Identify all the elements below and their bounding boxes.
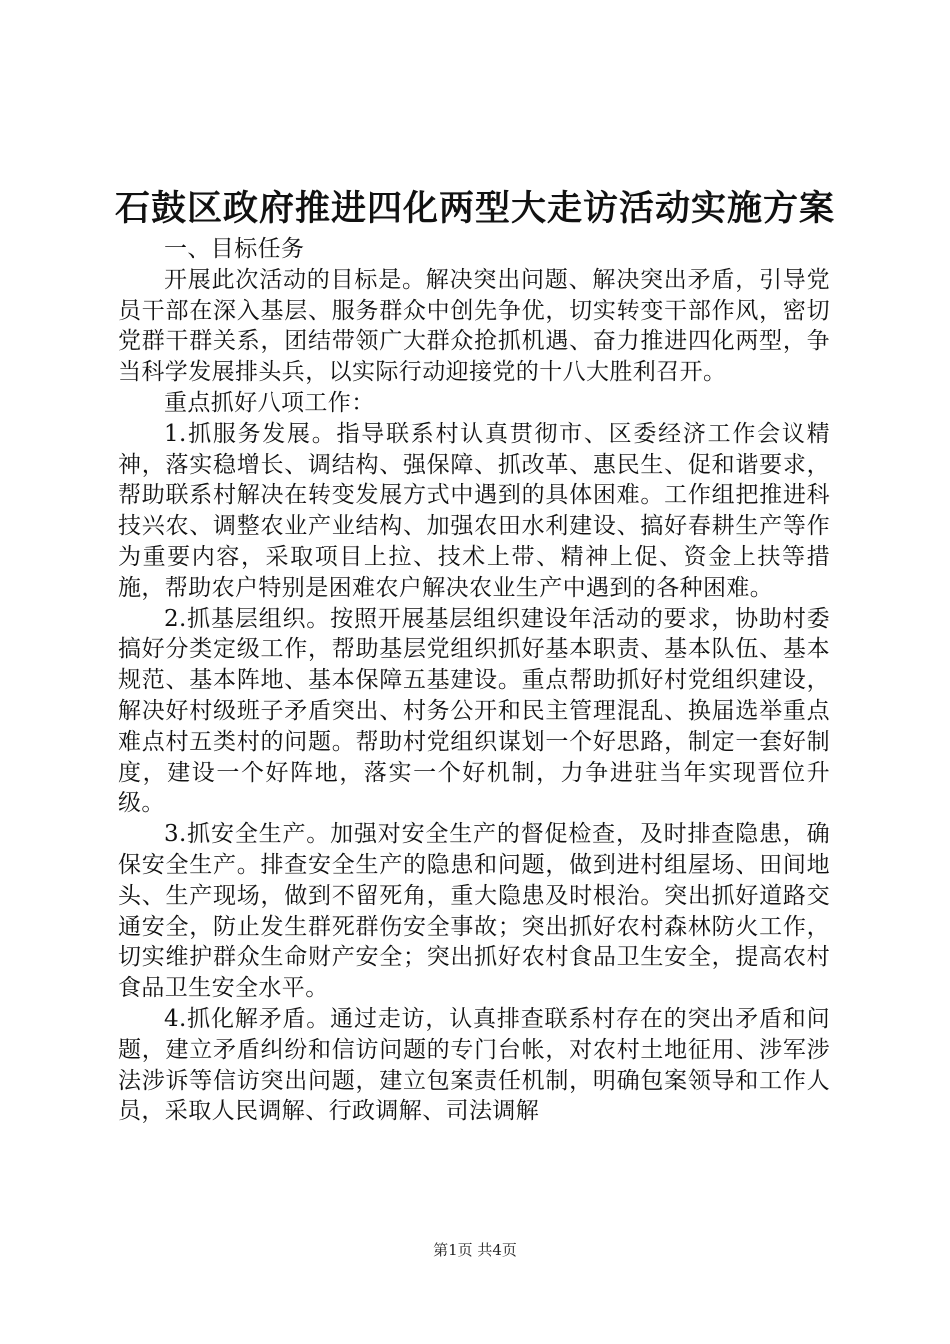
paragraph-task-1: 1.抓服务发展。指导联系村认真贯彻市、区委经济工作会议精神，落实稳增长、调结构、强保障、抓改革、惠民生、促和谐要求，帮助联系村解决在转变发展方式中遇到的具体困难。工作组把推进科技兴农、调整农业产业结构、加强农田水利建设、搞好春耕生产等作为重要内容，采取项目上拉、技术上带、精神上促、资金上扶等措施，帮助农户特别是困难农户解决农业生产中遇到的各种困难。 (118, 420, 830, 601)
paragraph-objective: 开展此次活动的目标是。解决突出问题、解决突出矛盾，引导党员干部在深入基层、服务群众中创先争优，切实转变干部作风，密切党群干群关系，团结带领广大群众抢抓机遇、奋力推进四化两型，争当科学发展排头兵，以实际行动迎接党的十八大胜利召开。 (118, 266, 830, 386)
paragraph-task-2: 2.抓基层组织。按照开展基层组织建设年活动的要求，协助村委搞好分类定级工作，帮助基层党组织抓好基本职责、基本队伍、基本规范、基本阵地、基本保障五基建设。重点帮助抓好村党组织建设，解决好村级班子矛盾突出、村务公开和民主管理混乱、换届选举重点难点村五类村的问题。帮助村党组织谋划一个好思路，制定一套好制度，建设一个好阵地，落实一个好机制，力争进驻当年实现晋位升级。 (118, 605, 830, 817)
document-body (118, 234, 830, 1127)
paragraph-eight-tasks-intro: 重点抓好八项工作： (164, 389, 375, 416)
page-footer: 第1页 共4页 (433, 1241, 517, 1259)
document-title: 石鼓区政府推进四化两型大走访活动实施方案 (114, 188, 835, 229)
section-heading-goals: 一、目标任务 (164, 236, 305, 262)
paragraph-task-4: 4.抓化解矛盾。通过走访，认真排查联系村存在的突出矛盾和问题，建立矛盾纠纷和信访问题的专门台帐，对农村土地征用、涉军涉法涉诉等信访突出问题，建立包案责任机制，明确包案领导和工作人员，采取人民调解、行政调解、司法调解 (118, 1005, 830, 1125)
paragraph-task-3: 3.抓安全生产。加强对安全生产的督促检查，及时排查隐患，确保安全生产。排查安全生产的隐患和问题，做到进村组屋场、田间地头、生产现场，做到不留死角，重大隐患及时根治。突出抓好道路交通安全，防止发生群死群伤安全事故；突出抓好农村森林防火工作，切实维护群众生命财产安全；突出抓好农村食品卫生安全，提高农村食品卫生安全水平。 (118, 821, 830, 1002)
